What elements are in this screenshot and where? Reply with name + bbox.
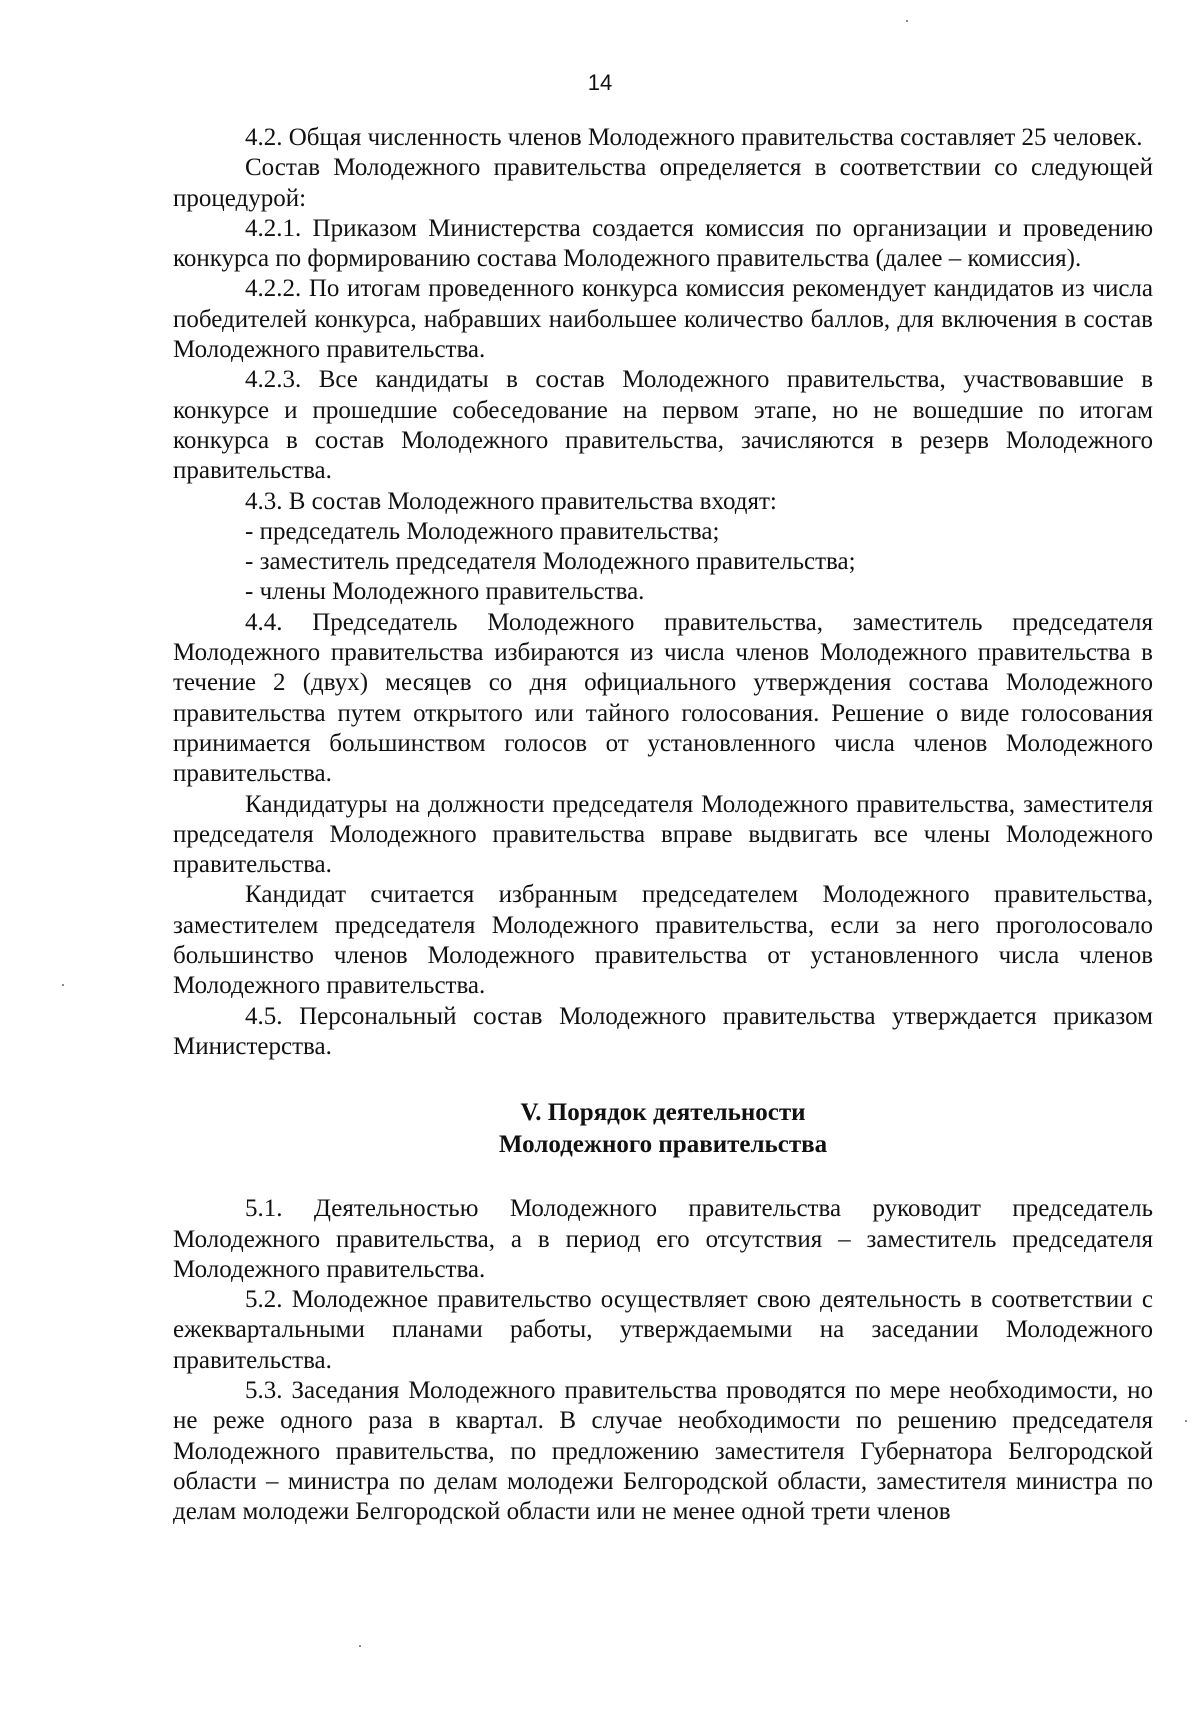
section-heading-line-1: V. Порядок деятельности [520,1099,806,1127]
paragraph-elected-candidate: Кандидат считается избранным председателем Молодежного правительства, заместителем председателя Молодежного правительства, если за него проголосовало большинство членов Молодежного правительства от установленного числа членов Молодежного правительства. [173,881,1153,1000]
section-heading-line-2: Молодежного правительства [498,1131,828,1159]
paragraph-4-2-2: 4.2.2. По итогам проведенного конкурса комиссия рекомендует кандидатов из числа победителей конкурса, набравших наибольшее количество баллов, для включения в состав Молодежного правительства. [173,275,1153,364]
paragraph-4-4: 4.4. Председатель Молодежного правительства, заместитель председателя Молодежного правительства избираются из числа членов Молодежного правительства в течение 2 (двух) месяцев со дня официального утверждения состава Молодежного правительства путем открытого или тайного голосования. Решение о виде голосования принимается большинством голосов от установленного числа членов Молодежного правительства. [173,608,1153,788]
document-body [173,123,1153,1527]
paragraph-composition-procedure: Состав Молодежного правительства определяется в соответствии со следующей процедурой: [173,154,1153,212]
paragraph-5-3: 5.3. Заседания Молодежного правительства проводятся по мере необходимости, но не реже одного раза в квартал. В случае необходимости по решению председателя Молодежного правительства, по предложению заместителя Губернатора Белгородской области – министра по делам молодежи Белгородской области, заместителя министра по делам молодежи Белгородской области или не менее одной трети членов [173,1376,1153,1526]
scan-speck [1185,1420,1187,1422]
section-heading [173,1097,1153,1161]
list-item-chairman: - председатель Молодежного правительства; [245,517,720,545]
paragraph-5-1: 5.1. Деятельностью Молодежного правительства руководит председатель Молодежного правительства, а в период его отсутствия – заместитель председателя Молодежного правительства. [173,1195,1153,1283]
paragraph-4-5: 4.5. Персональный состав Молодежного правительства утверждается приказом Министерства. [173,1002,1153,1060]
list-item-deputy-chairman: - заместитель председателя Молодежного правительства; [245,548,856,576]
paragraph-5-2: 5.2. Молодежное правительство осуществляет свою деятельность в соответствии с ежеквартальными планами работы, утверждаемыми на заседании Молодежного правительства. [173,1286,1153,1374]
page-number: 14 [587,70,613,95]
paragraph-4-2-1: 4.2.1. Приказом Министерства создается комиссия по организации и проведению конкурса по формированию состава Молодежного правительства (далее – комиссия). [173,214,1153,273]
scan-speck [62,984,64,986]
paragraph-4-2-3: 4.2.3. Все кандидаты в состав Молодежного правительства, участвовавшие в конкурсе и прошедшие собеседование на первом этапе, но не вошедшие по итогам конкурса в состав Молодежного правительства, зачисляются в резерв Молодежного правительства. [173,366,1153,485]
scan-speck [906,20,908,22]
paragraph-4-2: 4.2. Общая численность членов Молодежного правительства составляет 25 человек. [245,124,1143,151]
paragraph-candidacies: Кандидатуры на должности председателя Молодежного правительства, заместителя председателя Молодежного правительства вправе выдвигать все члены Молодежного правительства. [173,790,1153,879]
scan-speck [359,1645,361,1647]
list-item-members: - члены Молодежного правительства. [245,578,645,606]
paragraph-4-3: 4.3. В состав Молодежного правительства входят: [245,487,777,515]
